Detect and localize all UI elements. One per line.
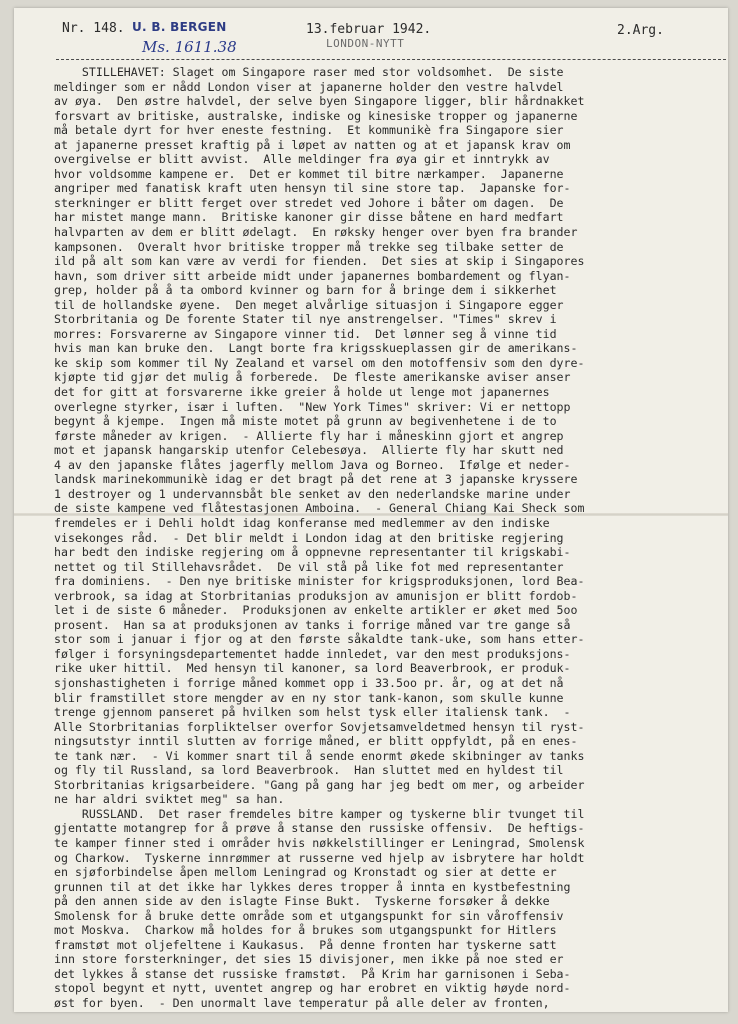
text-line: blir framstillet store mengder av en ny stor tank-kanon, som skulle kunne xyxy=(54,690,564,705)
handwritten-shelfmark: Ms. 1611.38 xyxy=(142,38,237,56)
volume-year: 2.Arg. xyxy=(617,23,664,38)
text-line: ne har aldri sviktet meg" sa han. xyxy=(54,792,285,807)
text-line: hvor voldsomme kampene er. Det er kommet til bitre nærkamper. Japanerne xyxy=(54,166,564,181)
text-line: hvis man kan bruke den. Langt borte fra krigsskueplassen gir de amerikans- xyxy=(54,341,578,356)
library-stamp: U. B. BERGEN xyxy=(132,20,227,34)
text-line: havn, som driver sitt arbeide midt under japanernes bombardement og flyan- xyxy=(54,268,571,283)
text-line: begynt å kjempe. Ingen må miste motet på grunn av begivenhetene i de to xyxy=(54,414,557,429)
text-line: 1 destroyer og 1 undervannsbåt ble senket av den nederlandske marine under xyxy=(54,486,571,501)
text-line: framstøt mot oljefeltene i Kaukasus. På denne fronten har tyskerne satt xyxy=(54,937,557,952)
text-line: ke skip som kommer til Ny Zealand et varsel om den motoffensiv som den dyre- xyxy=(54,355,585,370)
text-line: grunnen til at det ikke har lykkes deres tropper å innta en kystbefestning xyxy=(54,879,571,894)
text-line: inn store forsterkninger, det sies 15 divisjoner, men ikke på noe sted er xyxy=(54,952,564,967)
text-line: det for gitt at forsvarerne ikke greier å holde ut lenge mot japanernes xyxy=(54,385,550,400)
text-line: kampsonen. Overalt hvor britiske tropper må trekke seg tilbake setter de xyxy=(54,239,564,254)
text-line: rike uker hittil. Med hensyn til kanoner, sa lord Beaverbrook, er produk- xyxy=(54,661,571,676)
document-page xyxy=(14,8,728,1012)
text-line: øst for byen. - Den unormalt lave temperatur på alle deler av fronten, xyxy=(54,996,550,1010)
text-line: mot et japansk hangarskip utenfor Celebesøya. Allierte fly har skutt ned xyxy=(54,443,564,458)
text-line: sjonshastigheten i forrige måned kommet opp i 33.5oo pr. år, og at det nå xyxy=(54,675,564,690)
text-line: sterkninger er blitt ferget over stredet ved Johore i båter om dagen. De xyxy=(54,195,564,210)
text-line: Storbritania og De forente Stater til nye anstrengelser. "Times" skrev i xyxy=(54,312,557,327)
text-line: prosent. Han sa at produksjonen av tanks i forrige måned var tre gange så xyxy=(54,617,571,632)
text-line: en sjøforbindelse åpen mellom Leningrad og Kronstadt og sier at dette er xyxy=(54,865,557,880)
publication-title: LONDON-NYTT xyxy=(326,37,405,50)
text-line: det lykkes å stanse det russiske framstøt. På Krim har garnisonen i Seba- xyxy=(54,966,571,981)
text-line: mot Moskva. Charkow må holdes for å brukes som utgangspunkt for Hitlers xyxy=(54,923,557,938)
text-line: må betale dyrt for hver eneste festning. Et kommunikè fra Singapore sier xyxy=(54,123,564,138)
text-line: ningsutstyr inntil slutten av forrige måned, er blitt oppfyldt, på en enes- xyxy=(54,734,578,749)
text-line: Storbritanias krigsarbeidere. "Gang på gang har jeg bedt om mer, og arbeider xyxy=(54,777,585,792)
text-line: RUSSLAND. Det raser fremdeles bitre kamper og tyskerne blir tvunget til xyxy=(54,806,585,821)
text-line: fra dominiens. - Den nye britiske minister for krigsproduksjonen, lord Bea- xyxy=(54,574,585,589)
text-line: kjøpte tid gjør det mulig å forberede. De fleste amerikanske aviser anser xyxy=(54,370,571,385)
text-line: har mistet mange mann. Britiske kanoner gir disse båtene en hard medfart xyxy=(54,210,564,225)
text-line: og Charkow. Tyskerne innrømmer at russerne ved hjelp av isbrytere har holdt xyxy=(54,850,585,865)
text-line: har bedt den indiske regjering om å oppnevne representanter til krigskabi- xyxy=(54,545,571,560)
header-rule xyxy=(56,59,726,60)
text-line: og fly til Russland, sa lord Beaverbrook. Han sluttet med en hyldest til xyxy=(54,763,564,778)
text-line: meldinger som er nådd London viser at japanerne holder den vestre halvdel xyxy=(54,79,564,94)
text-line: på den annen side av den islagte Finse Bukt. Tyskerne forsøker å dekke xyxy=(54,894,550,909)
text-line: morres: Forsvarerne av Singapore vinner tid. Det lønner seg å vinne tid xyxy=(54,326,557,341)
text-line: de siste kampene ved flåtestasjonen Amboina. - General Chiang Kai Sheck som xyxy=(54,501,585,516)
text-line: te kamper finner sted i områder hvis nøkkelstillinger er Leningrad, Smolensk xyxy=(54,835,585,850)
body-text xyxy=(54,65,728,1011)
text-line: til de hollandske øyene. Den meget alvårlige situasjon i Singapore egger xyxy=(54,297,564,312)
text-line: gjentatte motangrep for å prøve å stanse den russiske offensiv. De heftigs- xyxy=(54,821,585,836)
text-line: overgivelse er blitt avvist. Alle meldinger fra øya gir et inntrykk av xyxy=(54,152,550,167)
text-line: angriper med fanatisk kraft uten hensyn til sine store tap. Japanske for- xyxy=(54,181,571,196)
issue-number: Nr. 148. xyxy=(62,21,125,36)
text-line: Smolensk for å bruke dette område som et utgangspunkt for sin våroffensiv xyxy=(54,908,564,923)
text-line: overlegne styrker, især i luften. "New York Times" skriver: Vi er nettopp xyxy=(54,399,571,414)
text-line: landsk marinekommunikè idag er det bragt på det rene at 3 japanske kryssere xyxy=(54,472,578,487)
text-line: let i de siste 6 måneder. Produksjonen av enkelte artikler er øket med 5oo xyxy=(54,603,578,618)
text-line: visekonges råd. - Det blir meldt i London idag at den britiske regjering xyxy=(54,530,564,545)
text-line: trenge gjennom panseret på hvilken som helst tysk eller italiensk tank. - xyxy=(54,705,571,720)
text-line: 4 av den japanske flåtes jagerfly mellom Java og Borneo. Ifølge et neder- xyxy=(54,457,571,472)
text-line: forsvart av britiske, australske, indiske og kinesiske tropper og japanerne xyxy=(54,108,578,123)
text-line: te tank nær. - Vi kommer snart til å sende enormt økede skibninger av tanks xyxy=(54,748,585,763)
issue-date: 13.februar 1942. xyxy=(306,22,432,37)
text-line: at japanerne presset kraftig på i løpet av natten og at et japansk krav om xyxy=(54,137,571,152)
text-line: nettet og til Stillehavsrådet. De vil stå på like fot med representanter xyxy=(54,559,564,574)
text-line: grep, holder på å ta ombord kvinner og barn for å bringe dem i sikkerhet xyxy=(54,283,557,298)
text-line: halvparten av dem er blitt ødelagt. En røksky henger over byen fra brander xyxy=(54,225,578,240)
text-line: av øya. Den østre halvdel, der selve byen Singapore ligger, blir hårdnakket xyxy=(54,94,585,109)
text-line: ild på alt som kan være av verdi for fienden. Det sies at skip i Singapores xyxy=(54,254,585,269)
text-line: første måneder av krigen. - Allierte fly har i måneskinn gjort et angrep xyxy=(54,428,564,443)
text-line: STILLEHAVET: Slaget om Singapore raser med stor voldsomhet. De siste xyxy=(54,65,564,79)
text-line: fremdeles er i Dehli holdt idag konferanse med medlemmer av den indiske xyxy=(54,515,550,530)
text-line: verbrook, sa idag at Storbritanias produksjon av amunisjon er blitt fordob- xyxy=(54,588,578,603)
text-line: stopol begynt et nytt, uventet angrep og har erobret en viktig høyde nord- xyxy=(54,981,571,996)
text-line: følger i forsyningsdepartementet hadde innledet, var den mest produksjons- xyxy=(54,646,571,661)
text-line: Alle Storbritanias forpliktelser overfor Sovjetsamveldetmed hensyn til ryst- xyxy=(54,719,585,734)
text-line: stor som i januar i fjor og at den første såkaldte tank-uke, som hans etter- xyxy=(54,632,585,647)
